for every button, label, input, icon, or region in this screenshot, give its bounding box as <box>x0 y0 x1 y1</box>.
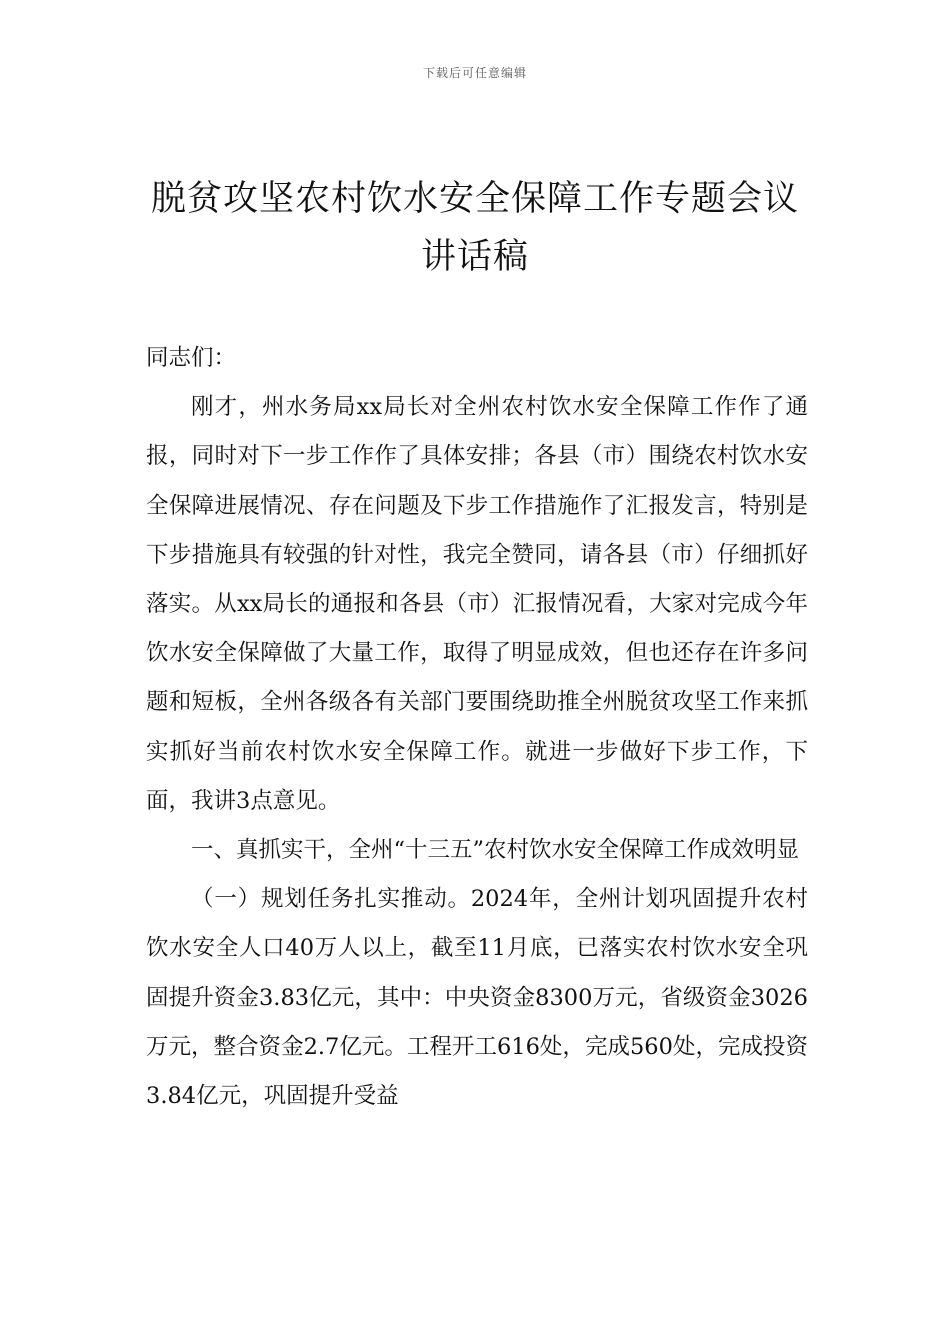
paragraph-opening: 刚才，州水务局xx局长对全州农村饮水安全保障工作作了通报，同时对下一步工作作了具体安排；各县（市）围绕农村饮水安全保障进展情况、存在问题及下步工作措施作了汇报发言，特别是下步措施具有较强的针对性，我完全赞同，请各县（市）仔细抓好落实。从xx局长的通报和各县（市）汇报情况看，大家对完成今年饮水安全保障做了大量工作，取得了明显成效，但也还存在许多问题和短板，全州各级各有关部门要围绕助推全州脱贫攻坚工作来抓实抓好当前农村饮水安全保障工作。就进一步做好下步工作，下面，我讲3点意见。 <box>146 394 808 814</box>
section-heading-1: 一、真抓实干，全州“十三五”农村饮水安全保障工作成效明显 <box>191 837 800 864</box>
salutation: 同志们： <box>146 345 237 371</box>
document-title-line-1: 脱贫攻坚农村饮水安全保障工作专题会议 <box>150 179 799 219</box>
subsection-1-paragraph: （一）规划任务扎实推动。2024年，全州计划巩固提升农村饮水安全人口40万人以上，截至11月底，已落实农村饮水安全巩固提升资金3.83亿元，其中：中央资金8300万元，省级资金3026万元，整合资金2.7亿元。工程开工616处，完成560处，完成投资3.84亿元，巩固提升受益 <box>146 886 808 1110</box>
document-title <box>120 170 830 286</box>
document-title-line-2: 讲话稿 <box>420 237 529 277</box>
page-header-note: 下载后可任意编辑 <box>422 66 527 80</box>
document-body <box>146 334 808 1121</box>
